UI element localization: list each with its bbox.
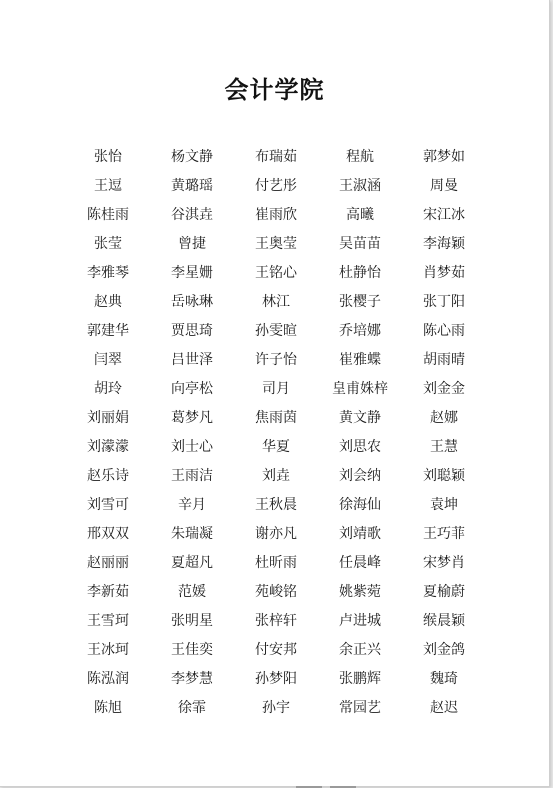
name-cell: 缑晨颖 — [423, 613, 465, 629]
name-cell: 张梓轩 — [255, 613, 297, 629]
name-cell: 王慧 — [430, 439, 458, 455]
name-cell: 孙宇 — [262, 700, 290, 716]
name-cell: 赵娜 — [430, 410, 458, 426]
name-cell: 赵丽丽 — [87, 555, 129, 571]
name-cell: 高曦 — [346, 207, 374, 223]
name-cell: 黄璐瑶 — [171, 178, 213, 194]
name-cell: 张樱子 — [339, 294, 381, 310]
name-cell: 王淑涵 — [339, 178, 381, 194]
name-cell: 皇甫姝梓 — [332, 381, 388, 397]
name-cell: 魏琦 — [430, 671, 458, 687]
name-cell: 宋梦肖 — [423, 555, 465, 571]
name-cell: 崔雨欣 — [255, 207, 297, 223]
name-cell: 刘金鸽 — [423, 642, 465, 658]
name-cell: 刘濛濛 — [87, 439, 129, 455]
name-cell: 林江 — [262, 294, 290, 310]
name-cell: 赵典 — [94, 294, 122, 310]
name-cell: 周曼 — [430, 178, 458, 194]
name-cell: 徐海仙 — [339, 497, 381, 513]
name-cell: 李雅琴 — [87, 265, 129, 281]
name-cell: 徐霏 — [178, 700, 206, 716]
name-cell: 陈泓润 — [87, 671, 129, 687]
name-cell: 刘靖歌 — [339, 526, 381, 542]
name-cell: 闫翠 — [94, 352, 122, 368]
name-cell: 袁坤 — [430, 497, 458, 513]
name-cell: 苑峻铭 — [255, 584, 297, 600]
name-list — [66, 143, 486, 723]
name-cell: 姚紫菀 — [339, 584, 381, 600]
name-cell: 刘士心 — [171, 439, 213, 455]
name-cell: 司月 — [262, 381, 290, 397]
name-cell: 黄文静 — [339, 410, 381, 426]
name-cell: 王逗 — [94, 178, 122, 194]
name-cell: 李新茹 — [87, 584, 129, 600]
name-cell: 张明星 — [171, 613, 213, 629]
name-cell: 吴苗苗 — [339, 236, 381, 252]
name-cell: 朱瑞凝 — [171, 526, 213, 542]
name-cell: 陈桂雨 — [87, 207, 129, 223]
name-cell: 岳咏琳 — [171, 294, 213, 310]
name-cell: 赵迟 — [430, 700, 458, 716]
name-cell: 刘金金 — [423, 381, 465, 397]
name-cell: 余正兴 — [339, 642, 381, 658]
name-cell: 王雪珂 — [87, 613, 129, 629]
name-cell: 张怡 — [94, 149, 122, 165]
name-cell: 杜静怡 — [339, 265, 381, 281]
name-cell: 范媛 — [178, 584, 206, 600]
name-cell: 孙梦阳 — [255, 671, 297, 687]
name-cell: 刘雪可 — [87, 497, 129, 513]
name-cell: 王秋晨 — [255, 497, 297, 513]
name-cell: 王雨洁 — [171, 468, 213, 484]
name-cell: 付艺彤 — [255, 178, 297, 194]
name-cell: 杜昕雨 — [255, 555, 297, 571]
name-cell: 乔培娜 — [339, 323, 381, 339]
name-cell: 程航 — [346, 149, 374, 165]
name-cell: 付安邦 — [255, 642, 297, 658]
name-cell: 辛月 — [178, 497, 206, 513]
name-cell: 王铭心 — [255, 265, 297, 281]
name-cell: 华夏 — [262, 439, 290, 455]
name-cell: 刘聪颖 — [423, 468, 465, 484]
name-cell: 布瑞茹 — [255, 149, 297, 165]
name-cell: 焦雨茵 — [255, 410, 297, 426]
name-cell: 肖梦茹 — [423, 265, 465, 281]
name-cell: 卢进城 — [339, 613, 381, 629]
name-cell: 郭建华 — [87, 323, 129, 339]
name-cell: 谢亦凡 — [255, 526, 297, 542]
name-cell: 王佳奕 — [171, 642, 213, 658]
name-cell: 邢双双 — [87, 526, 129, 542]
name-cell: 张鹏辉 — [339, 671, 381, 687]
name-cell: 刘会纳 — [339, 468, 381, 484]
name-cell: 胡雨晴 — [423, 352, 465, 368]
name-cell: 向亭松 — [171, 381, 213, 397]
name-cell: 曾捷 — [178, 236, 206, 252]
name-cell: 陈旭 — [94, 700, 122, 716]
name-cell: 刘丽娟 — [87, 410, 129, 426]
name-cell: 陈心雨 — [423, 323, 465, 339]
page-title: 会计学院 — [224, 75, 325, 104]
name-cell: 夏超凡 — [171, 555, 213, 571]
name-cell: 胡玲 — [94, 381, 122, 397]
name-cell: 任晨峰 — [339, 555, 381, 571]
name-cell: 张莹 — [94, 236, 122, 252]
name-cell: 许子怡 — [255, 352, 297, 368]
name-cell: 贾思琦 — [171, 323, 213, 339]
name-cell: 王奥莹 — [255, 236, 297, 252]
name-cell: 刘垚 — [262, 468, 290, 484]
name-cell: 杨文静 — [171, 149, 213, 165]
name-cell: 常园艺 — [339, 700, 381, 716]
name-cell: 王冰珂 — [87, 642, 129, 658]
name-cell: 李海颖 — [423, 236, 465, 252]
name-cell: 夏榆蔚 — [423, 584, 465, 600]
name-cell: 宋江冰 — [423, 207, 465, 223]
name-cell: 刘思农 — [339, 439, 381, 455]
name-cell: 孙雯暄 — [255, 323, 297, 339]
name-cell: 吕世泽 — [171, 352, 213, 368]
name-cell: 葛梦凡 — [171, 410, 213, 426]
name-cell: 李梦慧 — [171, 671, 213, 687]
name-cell: 郭梦如 — [423, 149, 465, 165]
name-cell: 李星姗 — [171, 265, 213, 281]
name-cell: 谷淇垚 — [171, 207, 213, 223]
name-cell: 王巧菲 — [423, 526, 465, 542]
name-cell: 崔雅蝶 — [339, 352, 381, 368]
name-cell: 张丁阳 — [423, 294, 465, 310]
name-cell: 赵乐诗 — [87, 468, 129, 484]
